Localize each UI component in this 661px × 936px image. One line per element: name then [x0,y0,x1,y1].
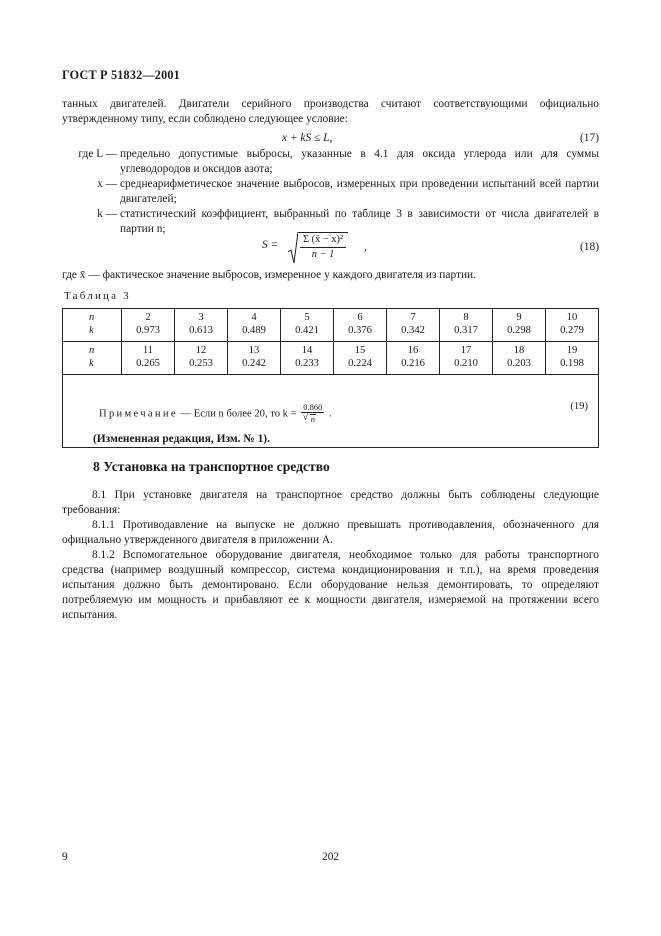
equation-18-tail: , [364,241,367,253]
sqrt-n: n [310,414,315,425]
footer-page-left: 9 [62,851,68,863]
revision-note: (Измененная редакция, Изм. № 1). [93,433,270,445]
equation-17 [62,131,599,147]
n-value: 2 [145,312,151,323]
footer-page-number: 202 [322,851,340,863]
note-fraction [301,403,324,425]
definition-text: среднеарифметическое значение выбросов, измеренных при проведении испытаний всей партии двигателей; [120,178,599,206]
equation-18-numerator: Σ (x̄ − x)² [300,234,346,248]
k-value: 0.233 [295,357,319,369]
radical-sign-icon [288,232,298,264]
n-value: 16 [407,345,419,356]
table-row-labels [63,309,122,342]
table-cell [387,342,440,375]
definition-text: статистический коэффициент, выбранный по таблице 3 в зависимости от числа двигателей в партии n; [120,208,599,236]
k-value: 0.376 [348,324,372,336]
table-cell [175,309,228,342]
n-value: 11 [142,345,154,356]
definition-text: предельно допустимые выбросы, указанные в 4.1 для оксида углерода или для суммы углеводородов и оксидов азота; [120,148,599,176]
table-cell [122,342,175,375]
table-cell [387,309,440,342]
k-value: 0.198 [560,357,584,369]
definition-xbar [62,268,599,283]
row-label-k: k [89,357,94,369]
row-label-n: n [89,345,95,356]
equation-18 [62,234,599,264]
k-value: 0.265 [136,357,160,369]
table-cell [122,309,175,342]
definition-x [62,177,599,207]
k-value: 0.216 [401,357,425,369]
k-value: 0.210 [454,357,478,369]
note-text: — Если n более 20, то k = [180,408,297,420]
k-value: 0.298 [507,324,531,336]
n-value: 18 [513,345,525,356]
table-cell [175,342,228,375]
definition-label: x — [97,178,117,191]
table-row [63,309,599,342]
row-label-k: k [89,324,94,336]
table-cell [228,342,281,375]
k-value: 0.242 [242,357,266,369]
paragraph-8-1-2: 8.1.2 Вспомогательное оборудование двигателя, необходимое только для работы транспортного средства (например воздушный компрессор, система кондиционирования и т.п.), на время проведения испытания должно быть демонтировано. Если оборудование нельзя демонтировать, то определяют потребляемую им мощность и прибавляют ее к мощности двигателя, измеряемой на протяжении всего испытания. [62,549,599,622]
k-value: 0.613 [189,324,213,336]
equation-17-expression: x + kS ≤ L, [282,132,333,144]
k-value: 0.279 [560,324,584,336]
n-value: 6 [357,312,363,323]
n-value: 7 [410,312,416,323]
n-value: 14 [301,345,313,356]
k-value: 0.973 [136,324,160,336]
table-cell [440,309,493,342]
n-value: 19 [566,345,578,356]
row-label-n: n [89,312,95,323]
equation-18-fraction [300,234,346,262]
table-cell [228,309,281,342]
definition-text: — фактическое значение выбросов, измеренное у каждого двигателя из партии. [88,269,477,281]
definition-label: k — [97,208,117,221]
equation-17-number: (17) [580,132,599,144]
equation-18-lhs: S = [262,239,279,251]
note-prefix: Примечание [99,408,178,420]
n-value: 17 [460,345,472,356]
k-value: 0.224 [348,357,372,369]
n-value: 13 [248,345,260,356]
sqrt-expression [288,232,348,264]
k-value: 0.203 [507,357,531,369]
table-cell [546,342,599,375]
n-value: 3 [198,312,204,323]
table-cell [546,309,599,342]
k-value: 0.489 [242,324,266,336]
table-cell [334,342,387,375]
table-cell [281,309,334,342]
note-fraction-denominator [301,413,324,424]
n-value: 15 [354,345,366,356]
definition-label: где L — [78,148,117,160]
document-header: ГОСТ Р 51832—2001 [62,68,180,82]
k-value: 0.342 [401,324,425,336]
n-value: 8 [463,312,469,323]
n-value: 5 [304,312,310,323]
section-body [62,488,599,623]
k-value: 0.421 [295,324,319,336]
k-value: 0.253 [189,357,213,369]
table-caption: Таблица 3 [64,290,131,302]
table-cell [493,309,546,342]
note-suffix: . [329,408,332,420]
equation-18-denominator: n − 1 [311,249,335,261]
note-fraction-numerator: 0.860 [303,402,323,412]
definition-L [62,147,599,177]
section-title: 8 Установка на транспортное средство [93,459,330,474]
table-row [63,342,599,375]
table-cell [493,342,546,375]
definition-label: где x̄ [62,269,86,281]
table-cell [334,309,387,342]
k-value: 0.317 [454,324,478,336]
equation-19-number: (19) [570,401,588,412]
paragraph-8-1: 8.1 При установке двигателя на транспортное средство должны быть соблюдены следующие требования: [62,489,599,517]
intro-paragraph: танных двигателей. Двигатели серийного производства считают соответствующими официально утвержденному типу, если соблюдено следующее условие: [62,98,599,126]
n-value: 10 [566,312,578,323]
table-row-labels [63,342,122,375]
n-value: 4 [251,312,257,323]
paragraph-8-1-1: 8.1.1 Противодавление на выпуске не должно превышать противодавления, обозначенного для официально утвержденного двигателя в приложении А. [62,519,599,547]
table-3 [62,308,599,448]
table-cell [440,342,493,375]
definitions-list [62,147,599,237]
n-value: 9 [516,312,522,323]
table-cell [281,342,334,375]
equation-18-number: (18) [580,241,599,253]
n-value: 12 [195,345,207,356]
